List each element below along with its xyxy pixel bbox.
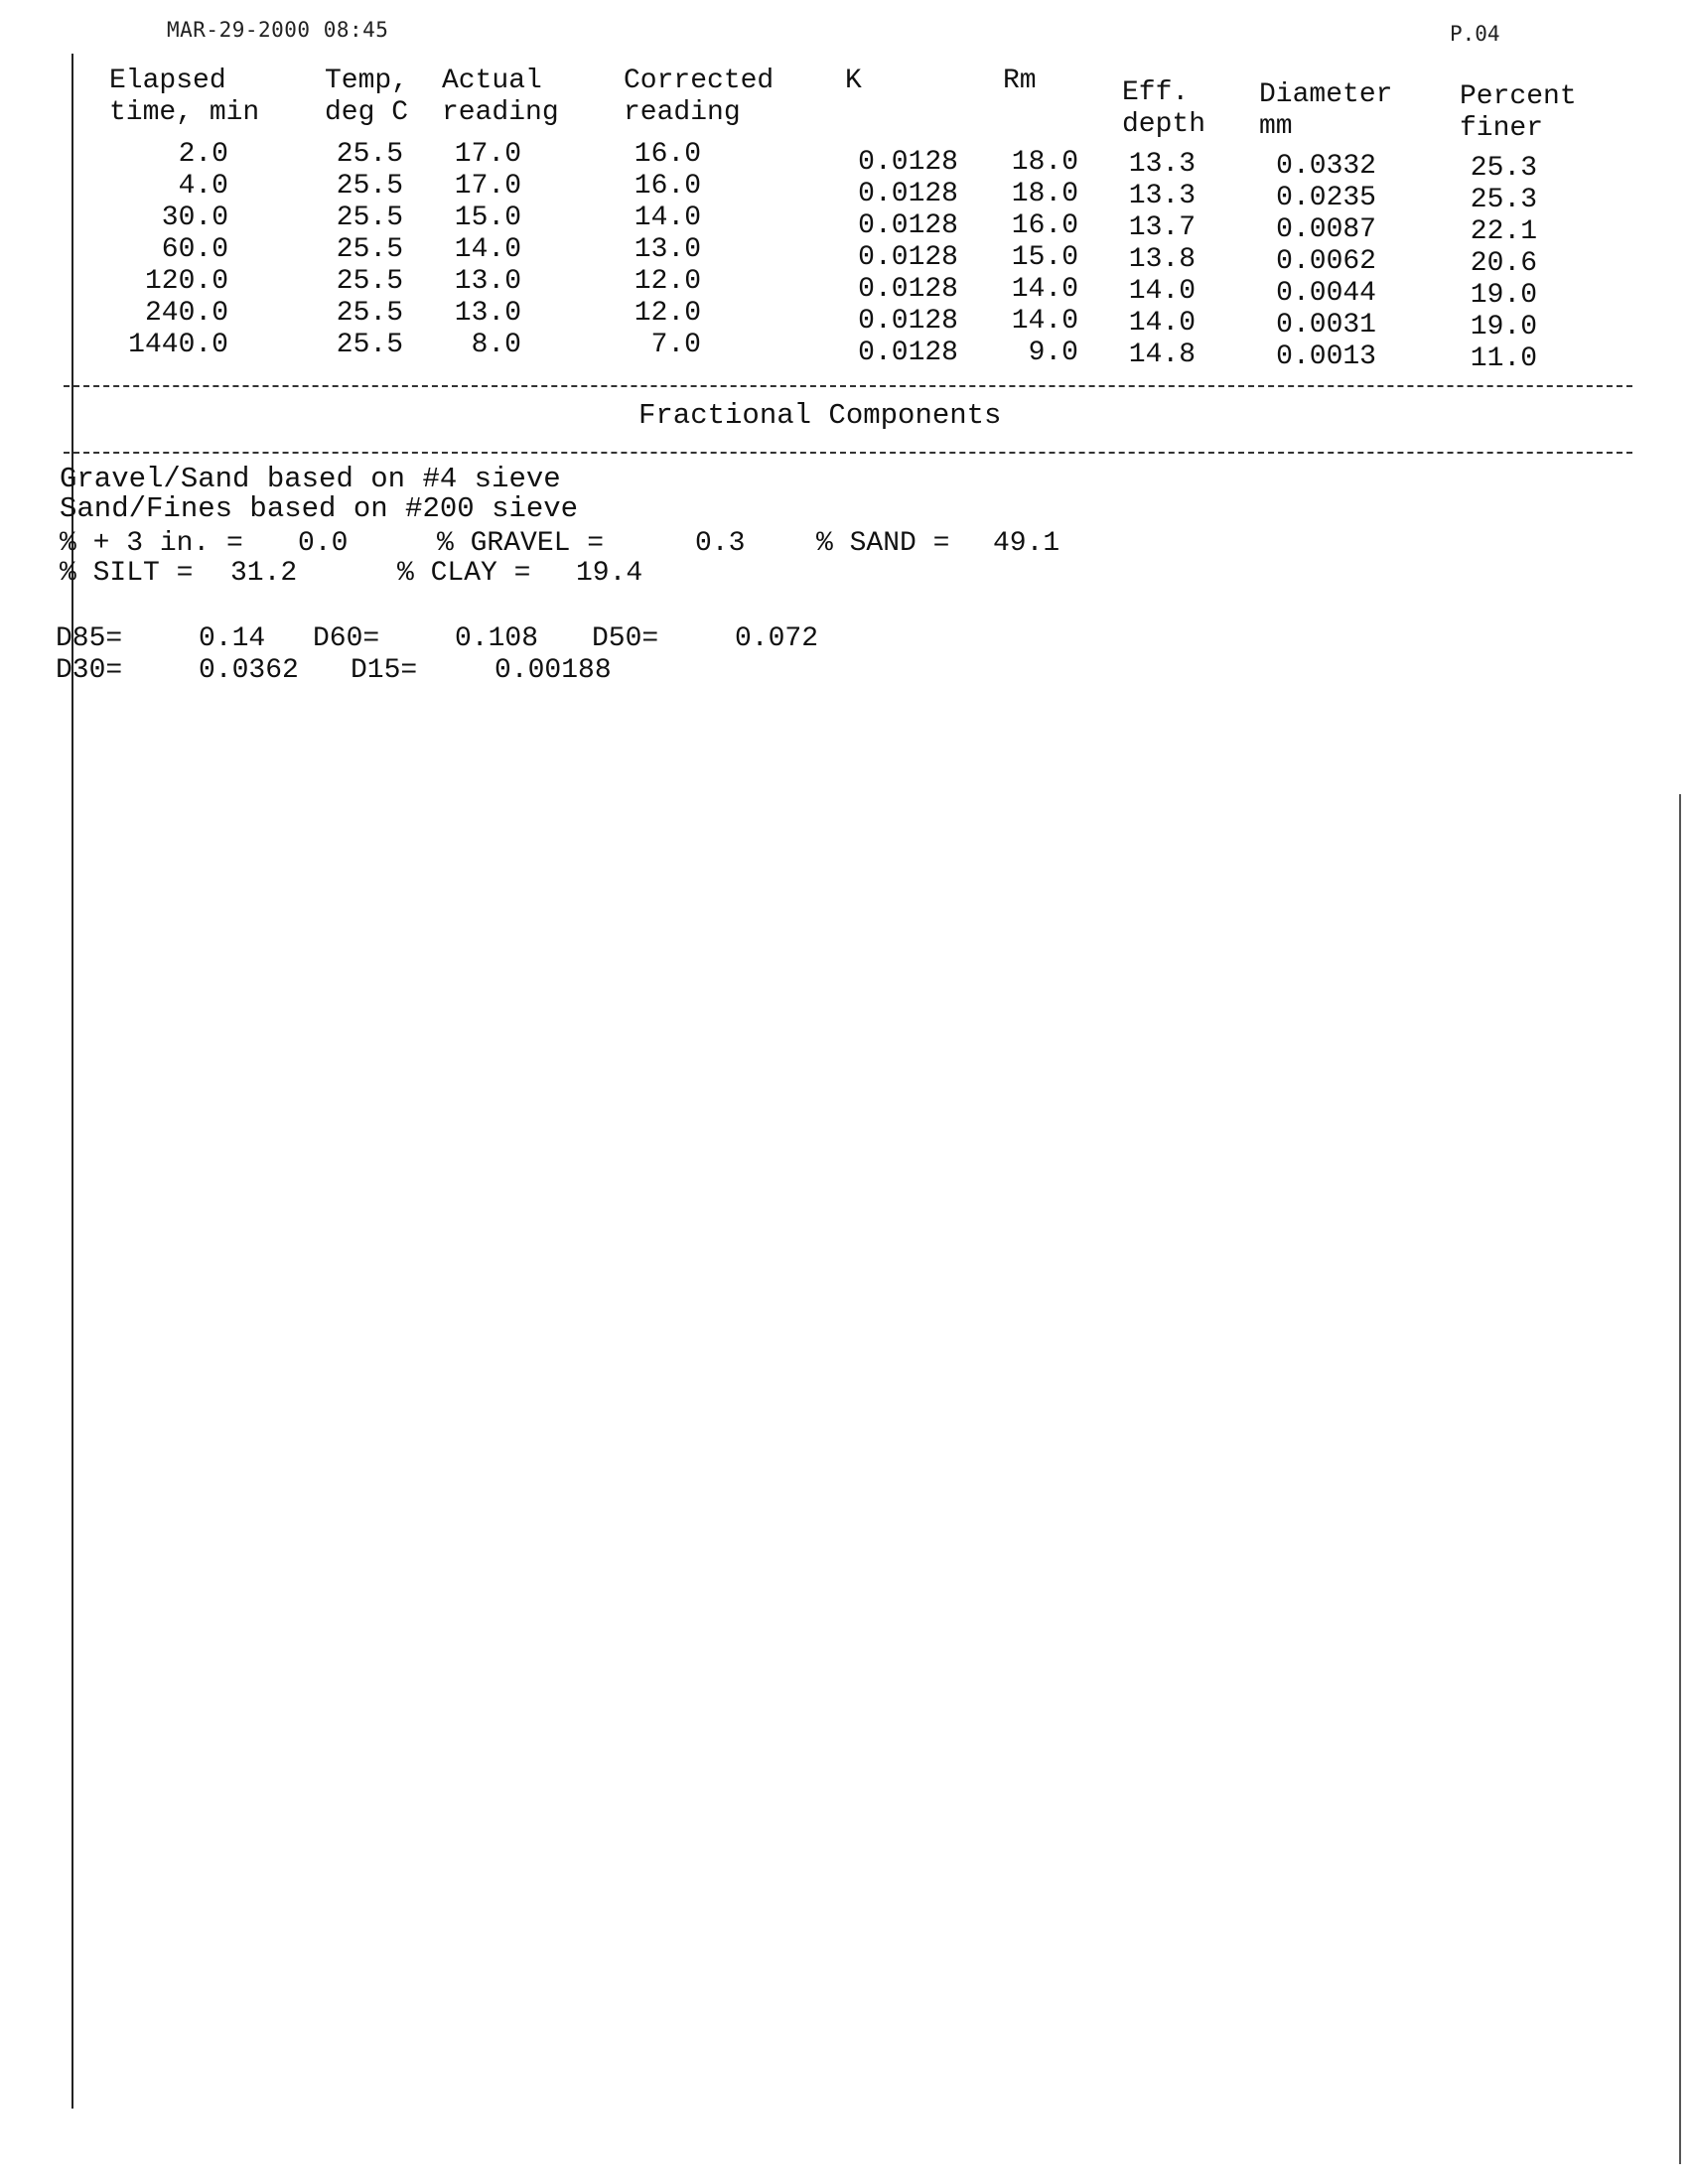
d85-value: 0.14 (199, 623, 266, 654)
cell-elapsed-time: 1440.0 (128, 330, 228, 360)
cell-rm: 16.0 (1011, 210, 1078, 241)
cell-k: 0.0128 (858, 306, 958, 337)
header-k: K (845, 66, 862, 96)
cell-rm: 14.0 (1011, 274, 1078, 305)
plus3-label: % + 3 in. = (60, 528, 243, 559)
cell-eff-depth: 13.8 (1128, 244, 1196, 275)
cell-eff-depth: 14.0 (1128, 308, 1196, 339)
cell-corrected-reading: 7.0 (650, 330, 701, 360)
cell-percent-finer: 19.0 (1470, 280, 1537, 311)
cell-elapsed-time: 240.0 (144, 298, 228, 329)
cell-corrected-reading: 16.0 (634, 171, 701, 202)
gravel-sand-basis: Gravel/Sand based on #4 sieve (60, 463, 561, 495)
d30-label: D30= (56, 655, 123, 686)
cell-diameter: 0.0332 (1276, 151, 1376, 182)
d15-label: D15= (351, 655, 418, 686)
d60-value: 0.108 (455, 623, 539, 654)
cell-percent-finer: 25.3 (1470, 185, 1537, 215)
cell-temp: 25.5 (336, 171, 403, 202)
cell-eff-depth: 14.0 (1128, 276, 1196, 307)
left-margin-rule (71, 54, 73, 2109)
silt-label: % SILT = (60, 558, 194, 589)
cell-corrected-reading: 13.0 (634, 234, 701, 265)
cell-actual-reading: 17.0 (454, 139, 521, 170)
header-actual-reading: Actual reading (442, 66, 559, 128)
cell-temp: 25.5 (336, 139, 403, 170)
cell-actual-reading: 17.0 (454, 171, 521, 202)
right-margin-rule (1679, 794, 1681, 2164)
cell-rm: 14.0 (1011, 306, 1078, 337)
d60-label: D60= (313, 623, 380, 654)
cell-diameter: 0.0044 (1276, 278, 1376, 309)
gravel-label: % GRAVEL = (437, 528, 605, 559)
cell-eff-depth: 13.3 (1128, 181, 1196, 211)
cell-eff-depth: 13.3 (1128, 149, 1196, 180)
cell-actual-reading: 13.0 (454, 298, 521, 329)
divider-bottom (64, 452, 1632, 454)
cell-eff-depth: 14.8 (1128, 340, 1196, 370)
cell-temp: 25.5 (336, 203, 403, 233)
cell-elapsed-time: 4.0 (178, 171, 228, 202)
cell-diameter: 0.0235 (1276, 183, 1376, 213)
header-eff-depth: Eff. depth (1122, 77, 1206, 140)
cell-elapsed-time: 2.0 (178, 139, 228, 170)
cell-rm: 15.0 (1011, 242, 1078, 273)
cell-actual-reading: 13.0 (454, 266, 521, 297)
cell-diameter: 0.0062 (1276, 246, 1376, 277)
clay-value: 19.4 (576, 558, 643, 589)
cell-percent-finer: 11.0 (1470, 343, 1537, 374)
header-percent-finer: Percent finer (1460, 81, 1577, 144)
d30-value: 0.0362 (199, 655, 299, 686)
sand-label: % SAND = (816, 528, 950, 559)
plus3-value: 0.0 (298, 528, 349, 559)
cell-temp: 25.5 (336, 330, 403, 360)
header-rm: Rm (1003, 66, 1037, 96)
cell-percent-finer: 25.3 (1470, 153, 1537, 184)
cell-actual-reading: 14.0 (454, 234, 521, 265)
cell-actual-reading: 8.0 (471, 330, 521, 360)
cell-percent-finer: 20.6 (1470, 248, 1537, 279)
cell-rm: 9.0 (1028, 338, 1078, 368)
cell-corrected-reading: 12.0 (634, 266, 701, 297)
cell-eff-depth: 13.7 (1128, 212, 1196, 243)
cell-elapsed-time: 30.0 (161, 203, 228, 233)
header-temp: Temp, deg C (325, 66, 409, 128)
cell-corrected-reading: 16.0 (634, 139, 701, 170)
cell-k: 0.0128 (858, 274, 958, 305)
d50-value: 0.072 (735, 623, 819, 654)
cell-k: 0.0128 (858, 242, 958, 273)
cell-temp: 25.5 (336, 234, 403, 265)
header-diameter: Diameter mm (1259, 79, 1393, 142)
cell-k: 0.0128 (858, 210, 958, 241)
cell-corrected-reading: 14.0 (634, 203, 701, 233)
header-corrected-reading: Corrected reading (624, 66, 775, 128)
cell-temp: 25.5 (336, 298, 403, 329)
page-number: P.04 (1450, 22, 1500, 46)
cell-rm: 18.0 (1011, 179, 1078, 209)
fax-header-stamp: MAR-29-2000 08:45 (167, 18, 389, 42)
d15-value: 0.00188 (494, 655, 612, 686)
cell-corrected-reading: 12.0 (634, 298, 701, 329)
sand-value: 49.1 (993, 528, 1060, 559)
cell-diameter: 0.0031 (1276, 310, 1376, 341)
cell-k: 0.0128 (858, 179, 958, 209)
cell-temp: 25.5 (336, 266, 403, 297)
divider-top (64, 385, 1632, 387)
d50-label: D50= (592, 623, 659, 654)
gravel-value: 0.3 (695, 528, 746, 559)
cell-diameter: 0.0087 (1276, 214, 1376, 245)
cell-actual-reading: 15.0 (454, 203, 521, 233)
silt-value: 31.2 (230, 558, 298, 589)
cell-k: 0.0128 (858, 338, 958, 368)
cell-rm: 18.0 (1011, 147, 1078, 178)
cell-percent-finer: 22.1 (1470, 216, 1537, 247)
fractional-components-title: Fractional Components (638, 399, 1002, 432)
cell-k: 0.0128 (858, 147, 958, 178)
d85-label: D85= (56, 623, 123, 654)
cell-elapsed-time: 60.0 (161, 234, 228, 265)
cell-diameter: 0.0013 (1276, 341, 1376, 372)
sand-fines-basis: Sand/Fines based on #200 sieve (60, 492, 579, 525)
clay-label: % CLAY = (397, 558, 531, 589)
cell-percent-finer: 19.0 (1470, 312, 1537, 342)
cell-elapsed-time: 120.0 (144, 266, 228, 297)
header-elapsed-time: Elapsed time, min (109, 66, 260, 128)
